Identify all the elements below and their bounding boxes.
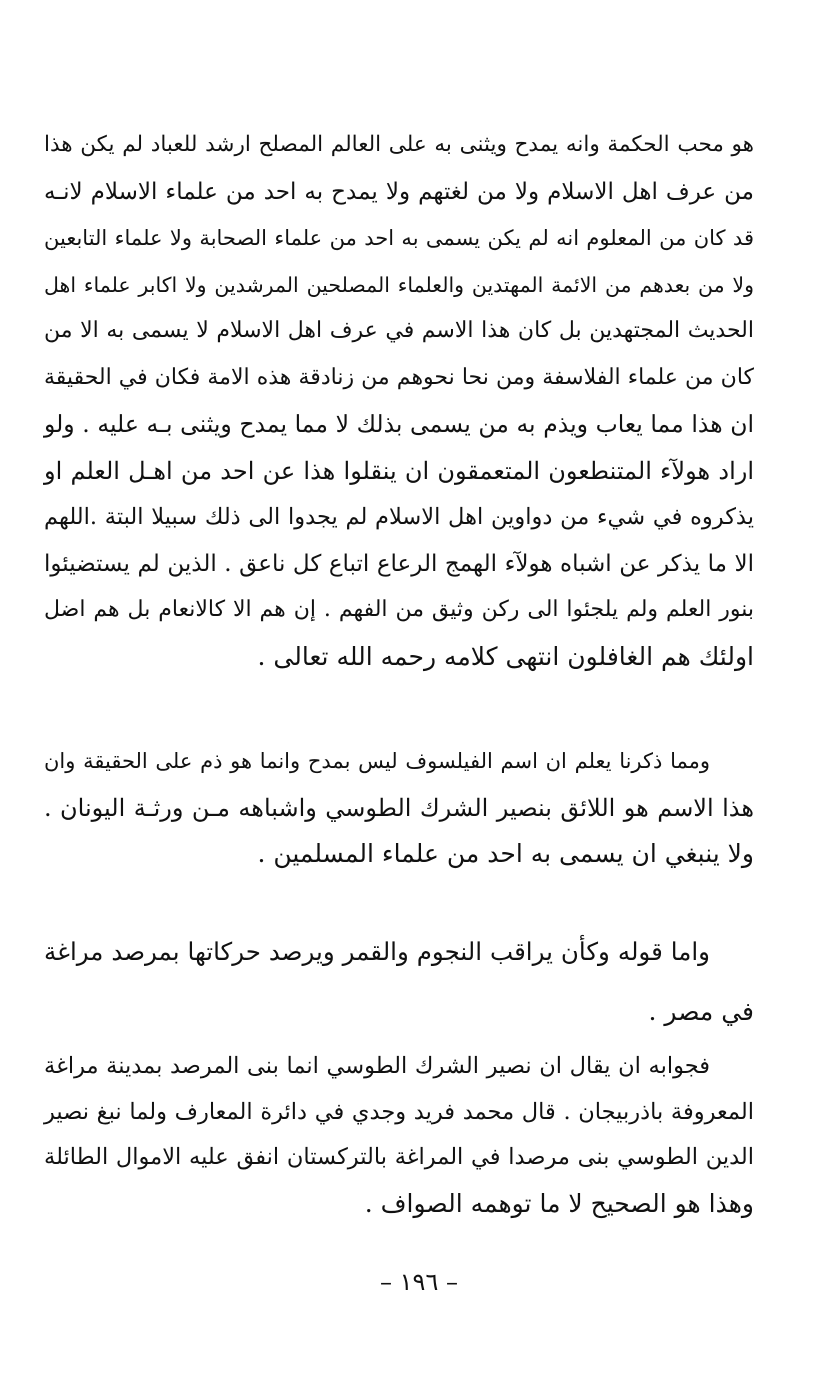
- text-line: ولا من بعدهم من الائمة المهتدين والعلماء المصلحين المرشدين ولا اكابر علماء اهل: [44, 272, 754, 297]
- text-line: كان من علماء الفلاسفة ومن نحا نحوهم من زنادقة هذه الامة فكان في الحقيقة: [44, 364, 754, 390]
- paragraph-3: [44, 922, 754, 1042]
- text-line: واما قوله وكأن يراقب النجوم والقمر ويرصد حركاتها بمرصد مراغة: [44, 937, 710, 966]
- text-line: قد كان من المعلوم انه لم يكن يسمى به احد من علماء الصحابة ولا علماء التابعين: [44, 226, 754, 250]
- text-line: في مصر .: [648, 997, 754, 1026]
- text-line: ولا ينبغي ان يسمى به احد من علماء المسلمين .: [257, 839, 754, 868]
- text-line: يذكروه في شيء من دواوين اهل الاسلام لم يجدوا الى ذلك سبيلا البتة .اللهم: [44, 504, 754, 530]
- text-line: بنور العلم ولم يلجئوا الى ركن وثيق من الفهم . إن هم الا كالانعام بل هم اضل: [44, 597, 754, 622]
- paragraph-2: [44, 738, 754, 878]
- paragraph-1: [44, 122, 754, 680]
- text-line: هذا الاسم هو اللائق بنصير الشرك الطوسي واشباهه مـن ورثـة اليونان .: [44, 793, 754, 822]
- text-line: فجوابه ان يقال ان نصير الشرك الطوسي انما بنى المرصد بمدينة مراغة: [44, 1053, 710, 1079]
- text-line: المعروفة باذربيجان . قال محمد فريد وجدي في دائرة المعارف ولما نبغ نصير: [44, 1098, 754, 1125]
- text-line: اراد هولآء المتنطعون المتعمقون ان ينقلوا هذا عن احد من اهـل العلم او: [44, 456, 754, 485]
- text-line: هو محب الحكمة وانه يمدح ويثنى به على العالم المصلح ارشد للعباد لم يكن هذا: [44, 132, 754, 157]
- paragraph-4: [44, 1044, 754, 1226]
- text-line: من عرف اهل الاسلام ولا من لغتهم ولا يمدح به احد من علماء الاسلام لانـه: [44, 178, 754, 205]
- text-line: وهذا هو الصحيح لا ما توهمه الصواف .: [364, 1188, 754, 1218]
- text-line: الا ما يذكر عن اشباه هولآء الهمج الرعاع اتباع كل ناعق . الذين لم يستضيئوا: [44, 550, 754, 577]
- text-line: الحديث المجتهدين بل كان هذا الاسم في عرف اهل الاسلام لا يسمى به الا من: [44, 318, 754, 343]
- text-line: ومما ذكرنا يعلم ان اسم الفيلسوف ليس بمدح وانما هو ذم على الحقيقة وان: [44, 749, 710, 773]
- page-number: – ١٩٦ –: [380, 1268, 458, 1296]
- text-line: اولئك هم الغافلون انتهى كلامه رحمه الله تعالى .: [257, 641, 754, 671]
- text-line: ان هذا مما يعاب ويذم به من يسمى بذلك لا مما يمدح ويثنى بـه عليه . ولو: [44, 410, 754, 438]
- text-line: الدين الطوسي بنى مرصدا في المراغة بالتركستان انفق عليه الاموال الطائلة: [44, 1144, 754, 1170]
